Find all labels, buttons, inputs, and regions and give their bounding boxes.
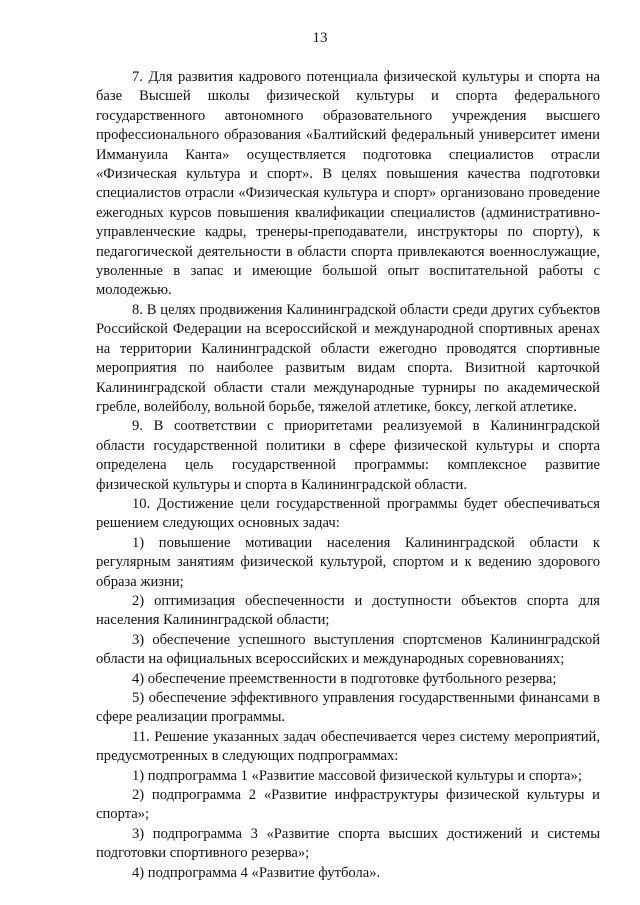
task-item-2: 2) оптимизация обеспеченности и доступности объектов спорта для населения Калининградской области; <box>96 592 600 629</box>
document-body <box>96 68 600 883</box>
paragraph-7: 7. Для развития кадрового потенциала физической культуры и спорта на базе Высшей школы физической культуры и спорта федерального государственного автономного образовательного учреждения высшего профессионального образования «Балтийский федеральный университет имени Иммануила Канта» осуществляется подготовка специалистов отрасли «Физическая культура и спорт». В целях повышения качества подготовки специалистов отрасли «Физическая культура и спорт» организовано проведение ежегодных курсов повышения квалификации специалистов (административно-управленческие кадры, тренеры-преподаватели, инструкторы по спорту), к педагогической деятельности в области спорта привлекаются военнослужащие, уволенные в запас и имеющие большой опыт воспитательной работы с молодежью. <box>96 69 600 299</box>
task-item-4: 4) обеспечение преемственности в подготовке футбольного резерва; <box>132 670 557 687</box>
subprogram-item-2: 2) подпрограмма 2 «Развитие инфраструктуры физической культуры и спорта»; <box>96 787 600 823</box>
paragraph-9: 9. В соответствии с приоритетами реализуемой в Калининградской области государственной политики в сфере физической культуры и спорта определена цель государственной программы: комплексное развитие физической культуры и спорта в Калининградской области. <box>96 418 600 493</box>
subprogram-item-4: 4) подпрограмма 4 «Развитие футбола». <box>132 864 381 881</box>
subprogram-item-3: 3) подпрограмма 3 «Развитие спорта высших достижений и системы подготовки спортивного резерва»; <box>96 825 600 862</box>
task-item-1: 1) повышение мотивации населения Калининградской области к регулярным занятиям физической культурой, спортом и к ведению здорового образа жизни; <box>96 534 600 590</box>
paragraph-8: 8. В целях продвижения Калининградской области среди других субъектов Российской Федерации на всероссийской и международной спортивных аренах на территории Калининградской области ежегодно проводятся спортивные мероприятия по наиболее развитым видам спорта. Визитной карточкой Калининградской области стали международные турниры по академической гребле, волейболу, вольной борьбе, тяжелой атлетике, боксу, легкой атлетике. <box>96 301 600 415</box>
page-number: 13 <box>312 30 328 46</box>
paragraph-10: 10. Достижение цели государственной программы будет обеспечиваться решением следующих основных задач: <box>96 495 600 532</box>
subprogram-item-1: 1) подпрограмма 1 «Развитие массовой физической культуры и спорта»; <box>132 767 582 784</box>
paragraph-11: 11. Решение указанных задач обеспечивается через систему мероприятий, предусмотренных в следующих подпрограммах: <box>96 728 600 765</box>
task-item-3: 3) обеспечение успешного выступления спортсменов Калининградской области на официальных всероссийских и международных соревнованиях; <box>96 631 600 668</box>
task-item-5: 5) обеспечение эффективного управления государственными финансами в сфере реализации программы. <box>96 690 600 726</box>
